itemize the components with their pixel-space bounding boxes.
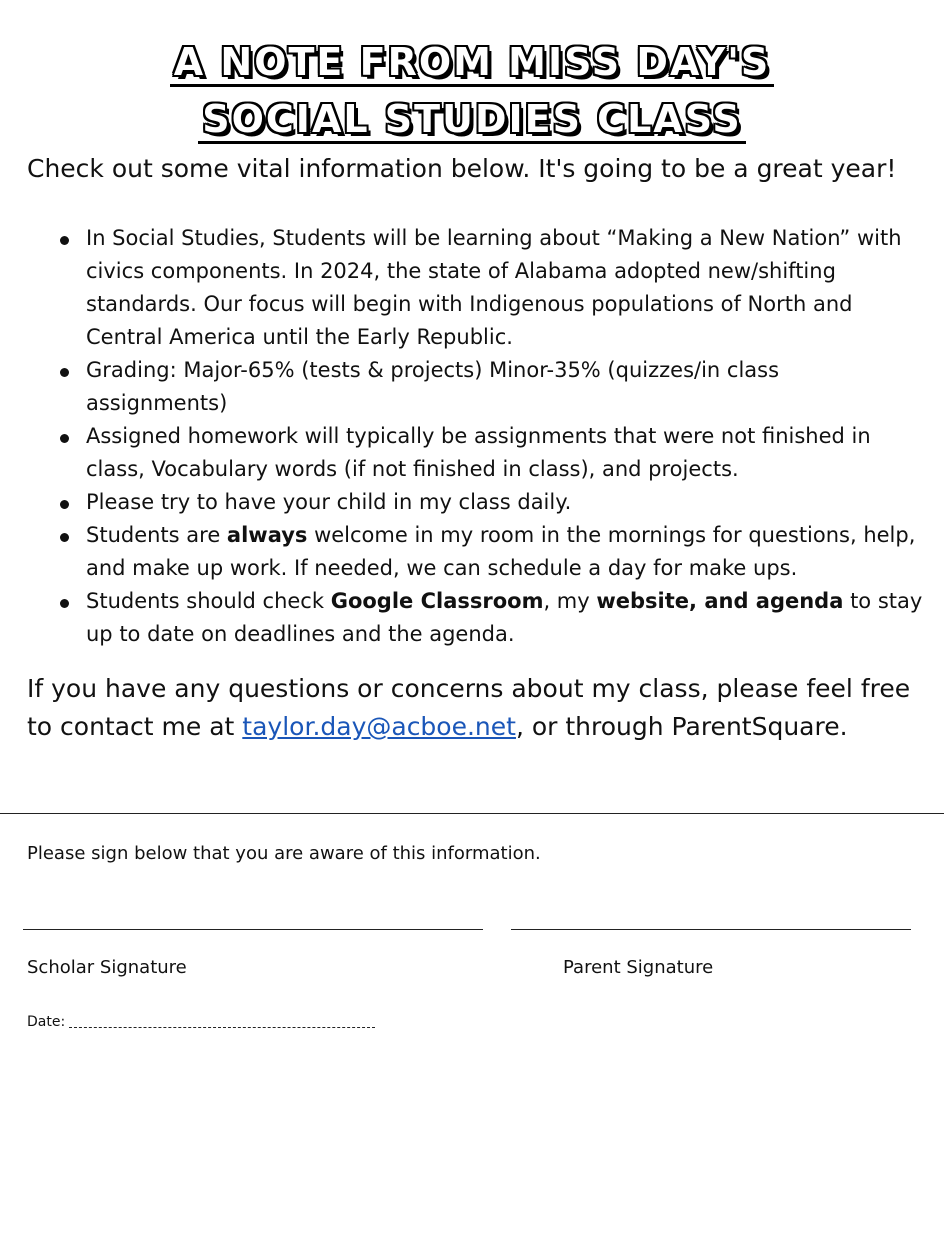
contact-pre: If you have any questions or concerns about my class, please feel free to contact me at: [27, 674, 911, 741]
sign-instruction: Please sign below that you are aware of this information.: [27, 843, 541, 864]
list-item-resources: [55, 585, 925, 651]
resources-pre: Students should check: [86, 589, 331, 613]
list-item-morning-help: [55, 519, 925, 585]
date-field: [27, 1014, 375, 1030]
intro-text: Check out some vital information below. It's going to be a great year!: [27, 154, 897, 183]
date-label: Date:: [27, 1014, 66, 1030]
email-link[interactable]: taylor.day@acboe.net: [242, 712, 516, 741]
scholar-signature-line[interactable]: [23, 929, 483, 930]
morning-help-pre: Students are: [86, 523, 227, 547]
scholar-signature-label: Scholar Signature: [27, 957, 187, 978]
contact-paragraph: [27, 670, 917, 746]
title-line-1: [0, 40, 944, 84]
contact-post: , or through ParentSquare.: [515, 712, 848, 741]
resources-google-classroom: Google Classroom: [330, 589, 544, 613]
resources-mid: , my: [543, 589, 597, 613]
parent-signature-line[interactable]: [511, 929, 911, 930]
list-item-homework: Assigned homework will typically be assignments that were not finished in class, Vocabulary words (if not finished in class), and projects.: [55, 420, 925, 486]
list-item-curriculum: In Social Studies, Students will be learning about “Making a New Nation” with civics components. In 2024, the state of Alabama adopted new/shifting standards. Our focus will begin with Indigenous populations of North and Central America until the Early Republic.: [55, 222, 925, 354]
title-line-1-text: A NOTE FROM MISS DAY'S: [170, 40, 774, 87]
list-item-grading: Grading: Major-65% (tests & projects) Minor-35% (quizzes/in class assignments): [55, 354, 925, 420]
section-divider: [0, 813, 944, 814]
info-list: [55, 222, 925, 651]
morning-help-bold: always: [226, 523, 308, 547]
title-line-2-text: SOCIAL STUDIES CLASS: [198, 97, 745, 144]
title-line-2: [0, 97, 944, 141]
morning-help-post: welcome in my room in the mornings for questions, help, and make up work. If needed, we can schedule a day for make ups.: [86, 523, 916, 580]
resources-website-agenda: website, and agenda: [596, 589, 844, 613]
resources-post: to stay up to date on deadlines and the agenda.: [86, 589, 923, 646]
parent-signature-label: Parent Signature: [563, 957, 714, 978]
date-blank[interactable]: [69, 1027, 375, 1028]
list-item-attendance: Please try to have your child in my class daily.: [55, 486, 925, 519]
